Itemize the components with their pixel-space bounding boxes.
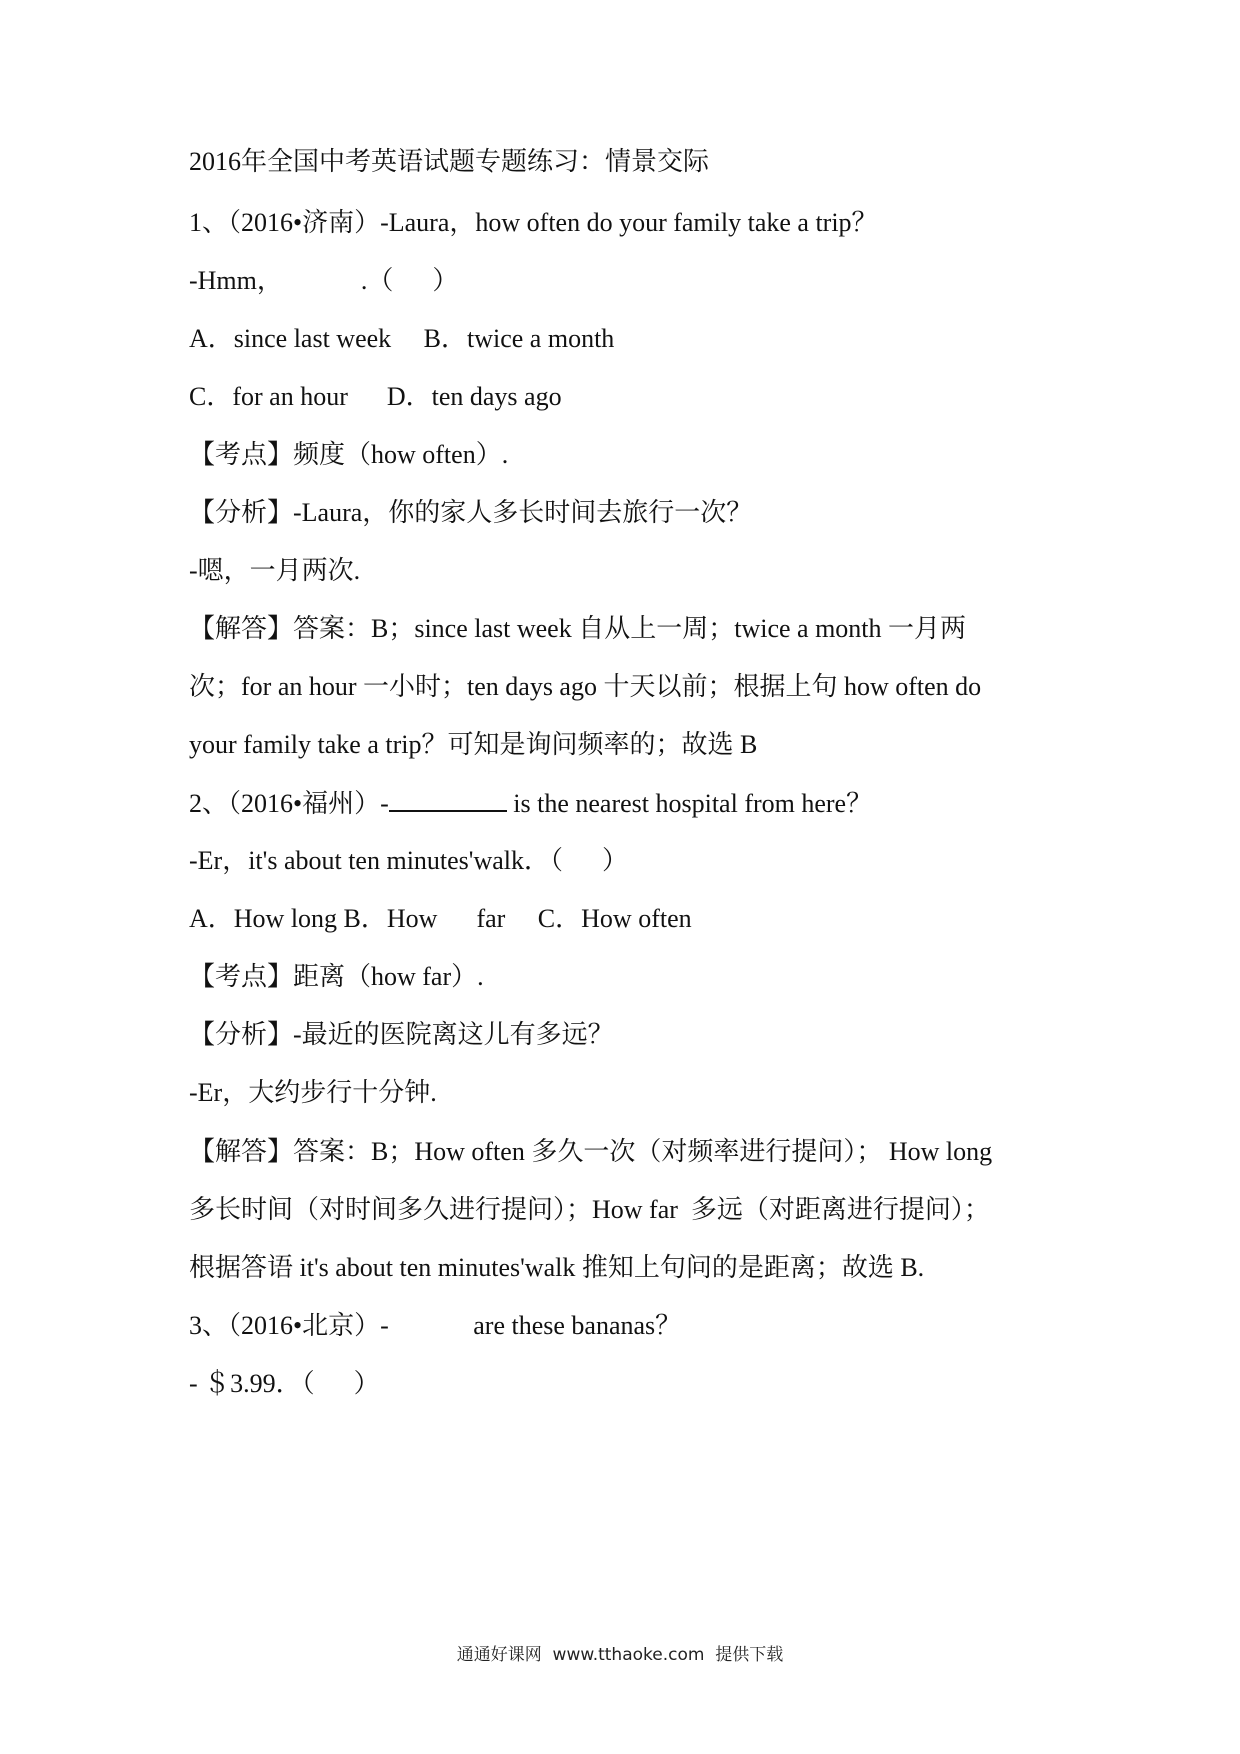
q2-stem (189, 788, 872, 819)
q3-stem: 3、（2016•北京）- are these bananas？ (189, 1311, 682, 1340)
page-title: 2016年全国中考英语试题专题练习：情景交际 (189, 147, 710, 176)
q1-options-row2: C．for an hour D．ten days ago (189, 382, 562, 411)
q2-jieda-line2: 多长时间（对时间多久进行提问）；How far 多远（对距离进行提问）； (189, 1195, 990, 1224)
q1-fenxi: 【分析】-Laura，你的家人多长时间去旅行一次？ (189, 498, 753, 527)
q2-reply: -Er，it's about ten minutes'walk．（ ） (189, 846, 629, 875)
q2-jieda-line1: 【解答】答案：B；How often 多久一次（对频率进行提问）； How long (189, 1137, 993, 1166)
q2-jieda-line3: 根据答语 it's about ten minutes'walk 推知上句问的是距离；故选 B. (189, 1253, 925, 1282)
q1-jieda-line3: your family take a trip？可知是询问频率的；故选 B (189, 730, 758, 759)
q2-stem-suffix: is the nearest hospital from here？ (506, 789, 873, 818)
q2-answer-blank (389, 788, 507, 812)
q2-fenxi: 【分析】-最近的医院离这儿有多远？ (189, 1020, 614, 1049)
q1-kaodian: 【考点】频度（how often）. (189, 440, 509, 469)
q2-fenxi-reply: -Er，大约步行十分钟. (189, 1078, 437, 1107)
q1-fenxi-reply: -嗯，一月两次. (189, 556, 361, 585)
q1-stem: 1、（2016•济南）-Laura，how often do your family take a trip？ (189, 208, 878, 237)
q1-options-row1: A．since last week B．twice a month (189, 324, 615, 353)
q2-kaodian: 【考点】距离（how far）. (189, 962, 484, 991)
q1-jieda-line2: 次；for an hour 一小时；ten days ago 十天以前；根据上句 how often do (189, 672, 982, 701)
q2-stem-prefix: 2、（2016•福州）- (189, 789, 389, 818)
q2-options: A．How long B．How far C．How often (189, 904, 692, 933)
q1-jieda-line1: 【解答】答案：B；since last week 自从上一周；twice a month 一月两 (189, 614, 967, 643)
page-footer: 通通好课网 www.tthaoke.com 提供下载 (456, 1645, 784, 1665)
q3-reply: - ＄3.99．（ ） (189, 1369, 380, 1398)
q1-reply: -Hmm， .（ ） (189, 266, 459, 295)
